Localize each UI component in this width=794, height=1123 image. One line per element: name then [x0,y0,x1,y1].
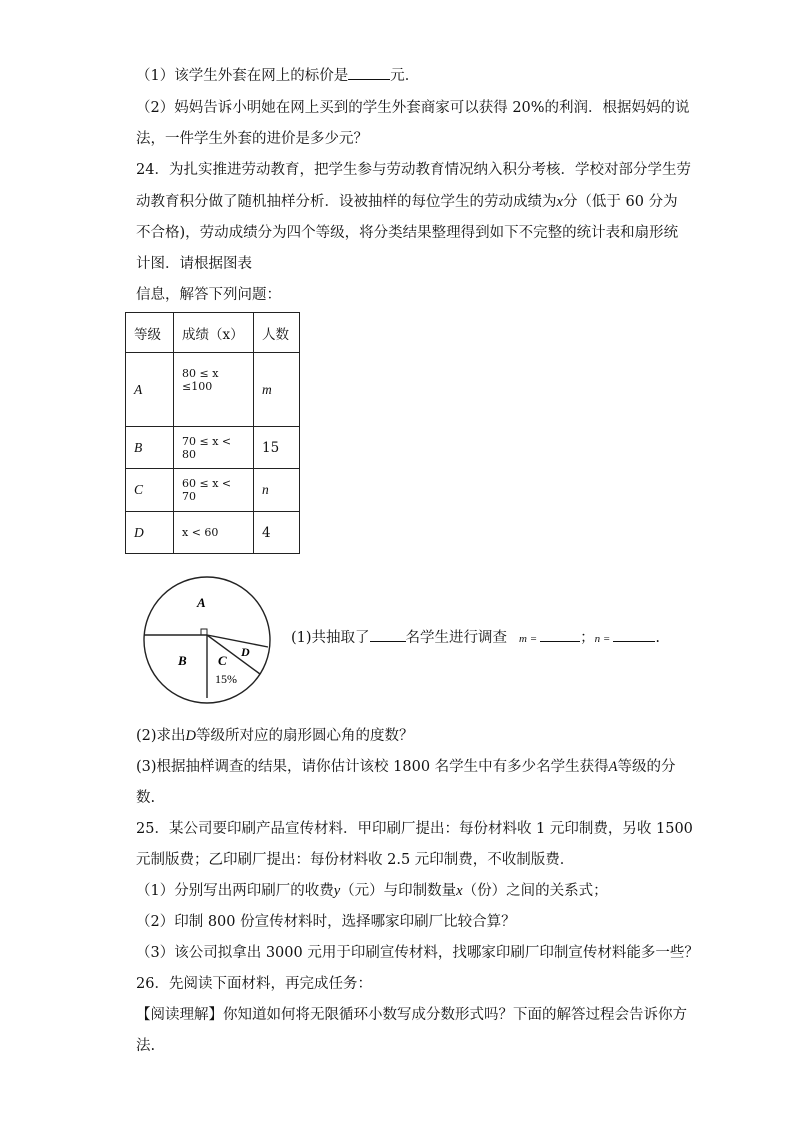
q24-part1: (1)共抽取了 名学生进行调查 m = ；n = . [291,627,660,649]
q24-intro-line3: 不合格)，劳动成绩分为四个等级，将分类结果整理得到如下不完整的统计表和扇形统 [136,225,679,241]
answer-blank [348,65,390,80]
table-row [126,469,300,512]
range-cell: 60 ≤ x < 70 [174,469,254,512]
pie-label-c: C [218,653,227,668]
grade-table [125,312,300,554]
table-row [126,353,300,427]
q26-reading-line1: 【阅读理解】你知道如何将无限循环小数写成分数形式吗？下面的解答过程会告诉你方 [136,1007,687,1023]
count-cell: 4 [254,512,300,554]
q25-intro-line2: 元制版费；乙印刷厂提出：每份材料收 2.5 元印制费，不收制版费． [136,852,575,868]
grade-cell: C [126,469,174,512]
q25-part2: （2）印制 800 份宣传材料时，选择哪家印刷厂比较合算？ [136,914,516,930]
right-angle-mark [201,629,207,635]
grade-cell: D [126,512,174,554]
q24-part3-line1: (3)根据抽样调查的结果，请你估计该校 1800 名学生中有多少名学生获得A等级的分 [136,759,676,775]
table-row [126,427,300,469]
range-cell: 80 ≤ x ≤100 [174,353,254,427]
pie-label-b: B [178,653,187,668]
pie-label-a: A [197,595,206,610]
table-row [126,512,300,554]
grade-cell: B [126,427,174,469]
q23-part1: （1）该学生外套在网上的标价是 元． [136,65,419,86]
q24-intro-line2: 动教育积分做了随机抽样分析．设被抽样的每位学生的劳动成绩为x分（低于 60 分为 [136,194,678,210]
q24-part3-line2: 数. [136,790,156,806]
table-header-row [126,313,300,353]
q26-intro: 26．先阅读下面材料，再完成任务： [136,976,372,992]
q25-intro-line1: 25．某公司要印刷产品宣传材料．甲印刷厂提出：每份材料收 1 元印制费，另收 1500 [136,821,693,837]
count-cell: n [254,469,300,512]
q24-intro-line5: 信息，解答下列问题： [136,287,281,303]
q23-part2-line2: 法，一件学生外套的进价是多少元？ [136,131,368,147]
table-header: 成绩（x） [174,313,254,353]
q25-part1: （1）分别写出两印刷厂的收费y（元）与印制数量x（份）之间的关系式； [136,883,608,899]
answer-blank [540,627,580,642]
range-cell: x < 60 [174,512,254,554]
q25-part3: （3）该公司拟拿出 3000 元用于印刷宣传材料，找哪家印刷厂印制宣传材料能多一些？ [136,945,699,961]
pie-label-d: D [241,645,250,659]
q24-intro-line4: 计图．请根据图表 [136,256,252,272]
q24-part2: (2)求出D等级所对应的扇形圆心角的度数？ [136,728,414,744]
count-cell: m [254,353,300,427]
pie-percent-c: 15% [215,672,237,686]
q26-reading-line2: 法. [136,1038,156,1054]
answer-blank [370,627,406,642]
q23-part2-line1: （2）妈妈告诉小明她在网上买到的学生外套商家可以获得 20%的利润．根据妈妈的说 [136,100,690,116]
pie-chart [142,575,278,711]
answer-blank [613,627,655,642]
count-cell: 15 [254,427,300,469]
range-cell: 70 ≤ x < 80 [174,427,254,469]
table-header: 等级 [126,313,174,353]
q24-intro-line1: 24．为扎实推进劳动教育，把学生参与劳动教育情况纳入积分考核．学校对部分学生劳 [136,162,691,178]
grade-cell: A [126,353,174,427]
table-header: 人数 [254,313,300,353]
